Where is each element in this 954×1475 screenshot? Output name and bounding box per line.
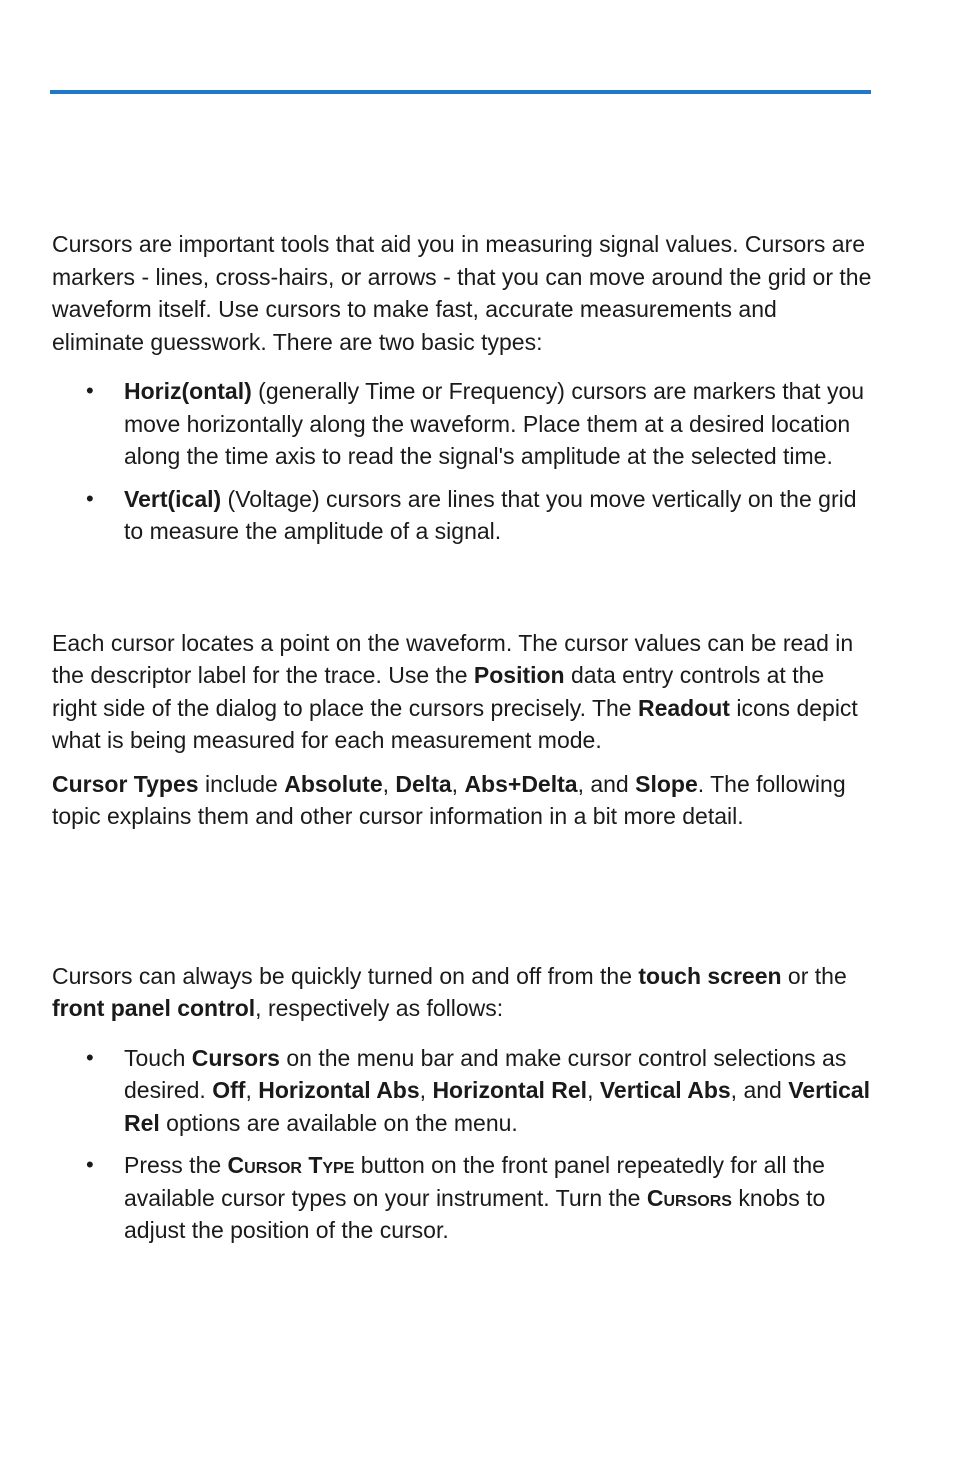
intro-paragraph: Cursors are important tools that aid you in measuring signal values. Cursors are markers - lines, cross-hairs, or arrows - that you can move around the grid or the waveform itself. Use cursors to make fast, accurate measurements and eliminate guesswork. There are two basic types: (52, 231, 872, 355)
list-item (52, 483, 872, 548)
term-description: (Voltage) cursors are lines that you move vertically on the grid to measure the amplitude of a signal. (124, 485, 857, 544)
list-item: • Touch Cursors on the menu bar and make cursor control selections as desired. Off, Horizontal Abs, Horizontal Rel, Vertical Abs, and Vertical Rel options are available on the menu. (52, 1042, 872, 1140)
cursor-type-key: Cursor Type (227, 1152, 355, 1178)
bullet-icon: • (86, 1044, 94, 1070)
header-rule (50, 90, 871, 94)
list-item (52, 375, 872, 473)
on-off-paragraph: Cursors can always be quickly turned on and off from the touch screen or the front panel control, respectively as follows: (52, 962, 847, 1021)
cursors-knob-key: Cursors (646, 1184, 732, 1211)
list-item: • Press the Cursor Type button on the front panel repeatedly for all the available cursor types on your instrument. Turn the Cursors knobs to adjust the position of the cursor. (52, 1149, 872, 1247)
bullet-icon: • (86, 485, 94, 511)
cursor-types-list (52, 375, 872, 548)
bullet-icon: • (86, 1152, 94, 1177)
cursor-readout-paragraph: Each cursor locates a point on the waveform. The cursor values can be read in the descriptor label for the trace. Use the Position data entry controls at the right side of the dialog to place the cursors precisely. The Readout icons depict what is being measured for each measurement mode. (52, 629, 858, 753)
bullet-icon: • (86, 378, 94, 403)
page-content (52, 228, 872, 1247)
term-description: (generally Time or Frequency) cursors are markers that you move horizontally along the waveform. Place them at a desired location along the time axis to read the signal's amplitude at the selected time. (124, 378, 865, 469)
cursor-types-paragraph: Cursor Types include Absolute, Delta, Abs+Delta, and Slope. The following topic explains them and other cursor information in a bit more detail. (52, 770, 846, 829)
on-off-list (52, 1042, 872, 1247)
term-horizontal: Horiz(ontal) (124, 378, 252, 404)
term-vertical: Vert(ical) (124, 485, 222, 512)
